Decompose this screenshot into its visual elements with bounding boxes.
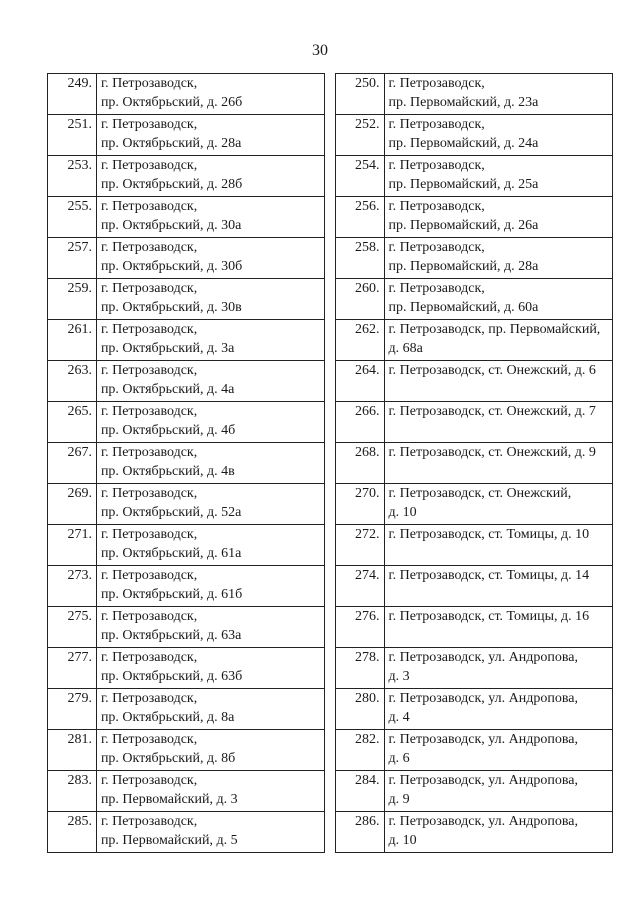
entry-address [96,730,324,771]
address-line-2: пр. Октябрьский, д. 63б [100,669,243,684]
address-line-1: г. Петрозаводск, [100,158,198,173]
address-line-2: д. 6 [388,751,410,766]
entry-address [384,74,613,115]
entry-number: 277. [48,648,97,689]
address-line-1: г. Петрозаводск, ул. Андропова, [388,650,578,665]
entry-address [96,566,324,607]
entry-number: 280. [335,689,384,730]
address-line-1: г. Петрозаводск, [100,486,198,501]
address-line-2: пр. Октябрьский, д. 4а [100,382,235,397]
address-line-2: пр. Первомайский, д. 25а [388,177,539,192]
address-line-1: г. Петрозаводск, [388,281,485,296]
entry-number: 257. [48,238,97,279]
table-row [48,443,613,484]
entry-number: 266. [335,402,384,443]
address-line-1: г. Петрозаводск, [100,199,198,214]
table-row [48,566,613,607]
entry-address [384,771,613,812]
address-line-2: д. 9 [388,792,410,807]
column-gap [325,402,335,443]
column-gap [325,238,335,279]
address-line-1: г. Петрозаводск, [388,117,485,132]
table-row [48,812,613,853]
address-line-2: пр. Первомайский, д. 3 [100,792,238,807]
entry-number: 283. [48,771,97,812]
entry-number: 250. [335,74,384,115]
address-line-1: г. Петрозаводск, ст. Онежский, д. 9 [388,445,596,460]
entry-address [96,525,324,566]
entry-address [96,484,324,525]
address-line-1: г. Петрозаводск, [100,445,198,460]
entry-address [96,156,324,197]
entry-number: 251. [48,115,97,156]
address-line-2: пр. Первомайский, д. 28а [388,259,539,274]
entry-address [96,443,324,484]
table-row [48,689,613,730]
column-gap [325,361,335,402]
address-line-2: пр. Первомайский, д. 26а [388,218,539,233]
table-row [48,361,613,402]
address-line-1: г. Петрозаводск, [100,691,198,706]
entry-address [384,607,613,648]
address-line-2: пр. Первомайский, д. 24а [388,136,539,151]
column-gap [325,279,335,320]
address-line-1: г. Петрозаводск, [100,732,198,747]
entry-address [96,648,324,689]
table-row [48,115,613,156]
entry-number: 271. [48,525,97,566]
address-table-body [48,74,613,853]
entry-number: 284. [335,771,384,812]
column-gap [325,115,335,156]
entry-number: 281. [48,730,97,771]
entry-address [96,320,324,361]
address-line-1: г. Петрозаводск, [100,404,198,419]
entry-number: 273. [48,566,97,607]
address-line-1: г. Петрозаводск, [100,568,198,583]
address-line-1: г. Петрозаводск, [388,240,485,255]
column-gap [325,689,335,730]
entry-address [384,566,613,607]
entry-number: 272. [335,525,384,566]
address-line-2: д. 3 [388,669,410,684]
entry-address [384,484,613,525]
address-line-2: пр. Первомайский, д. 60а [388,300,539,315]
address-line-1: г. Петрозаводск, [388,199,485,214]
address-line-1: г. Петрозаводск, [100,814,198,829]
entry-address [384,115,613,156]
address-line-1: г. Петрозаводск, пр. Первомайский, [388,322,601,337]
entry-address [96,402,324,443]
column-gap [325,443,335,484]
entry-number: 267. [48,443,97,484]
address-line-2: пр. Октябрьский, д. 3а [100,341,235,356]
entry-address [384,402,613,443]
address-line-1: г. Петрозаводск, ст. Онежский, [388,486,572,501]
address-line-2: пр. Октябрьский, д. 30б [100,259,243,274]
address-line-1: г. Петрозаводск, [100,527,198,542]
entry-address [96,197,324,238]
entry-number: 268. [335,443,384,484]
entry-number: 282. [335,730,384,771]
entry-address [384,156,613,197]
address-line-1: г. Петрозаводск, [100,363,198,378]
address-line-2: д. 10 [388,505,417,520]
address-line-2: д. 68а [388,341,423,356]
address-line-2: пр. Первомайский, д. 5 [100,833,238,848]
table-row [48,197,613,238]
entry-number: 278. [335,648,384,689]
address-line-2: д. 10 [388,833,417,848]
address-line-1: г. Петрозаводск, [100,76,198,91]
entry-number: 274. [335,566,384,607]
entry-address [96,361,324,402]
entry-address [96,238,324,279]
address-line-1: г. Петрозаводск, ст. Томицы, д. 16 [388,609,590,624]
entry-address [384,689,613,730]
entry-address [384,197,613,238]
address-table [47,73,613,853]
entry-number: 253. [48,156,97,197]
table-row [48,730,613,771]
address-line-2: пр. Октябрьский, д. 61а [100,546,242,561]
address-line-1: г. Петрозаводск, ст. Томицы, д. 10 [388,527,590,542]
address-line-1: г. Петрозаводск, [100,322,198,337]
entry-number: 256. [335,197,384,238]
table-row [48,156,613,197]
column-gap [325,566,335,607]
entry-number: 261. [48,320,97,361]
address-line-1: г. Петрозаводск, [100,650,198,665]
entry-number: 260. [335,279,384,320]
table-row [48,607,613,648]
address-line-1: г. Петрозаводск, ст. Онежский, д. 6 [388,363,596,378]
column-gap [325,771,335,812]
address-line-2: д. 4 [388,710,410,725]
column-gap [325,525,335,566]
address-line-1: г. Петрозаводск, [100,240,198,255]
address-line-2: пр. Октябрьский, д. 63а [100,628,242,643]
entry-number: 254. [335,156,384,197]
address-line-2: пр. Октябрьский, д. 4в [100,464,235,479]
table-row [48,320,613,361]
column-gap [325,648,335,689]
entry-number: 263. [48,361,97,402]
address-line-1: г. Петрозаводск, ул. Андропова, [388,691,578,706]
entry-address [96,689,324,730]
address-line-1: г. Петрозаводск, [388,76,485,91]
entry-address [384,525,613,566]
column-gap [325,156,335,197]
table-row [48,648,613,689]
page-number: 30 [312,42,328,59]
address-line-2: пр. Октябрьский, д. 30а [100,218,242,233]
entry-address [96,74,324,115]
address-line-1: г. Петрозаводск, [388,158,485,173]
entry-address [384,443,613,484]
table-row [48,279,613,320]
address-line-1: г. Петрозаводск, [100,281,198,296]
table-row [48,525,613,566]
entry-address [384,812,613,853]
entry-address [384,730,613,771]
address-line-1: г. Петрозаводск, ст. Онежский, д. 7 [388,404,596,419]
entry-number: 276. [335,607,384,648]
table-row [48,74,613,115]
column-gap [325,484,335,525]
address-line-1: г. Петрозаводск, [100,609,198,624]
entry-number: 279. [48,689,97,730]
entry-address [96,812,324,853]
address-line-2: пр. Октябрьский, д. 8б [100,751,236,766]
entry-number: 255. [48,197,97,238]
entry-address [384,361,613,402]
address-line-2: пр. Октябрьский, д. 52а [100,505,242,520]
entry-address [384,648,613,689]
entry-address [96,607,324,648]
entry-number: 285. [48,812,97,853]
entry-number: 275. [48,607,97,648]
address-line-2: пр. Октябрьский, д. 4б [100,423,236,438]
entry-number: 259. [48,279,97,320]
entry-address [384,238,613,279]
entry-address [384,279,613,320]
table-row [48,402,613,443]
entry-number: 269. [48,484,97,525]
entry-number: 286. [335,812,384,853]
address-line-2: пр. Октябрьский, д. 61б [100,587,243,602]
entry-number: 270. [335,484,384,525]
address-line-2: пр. Октябрьский, д. 28б [100,177,243,192]
entry-address [96,279,324,320]
table-row [48,484,613,525]
column-gap [325,730,335,771]
address-line-2: пр. Октябрьский, д. 28а [100,136,242,151]
entry-number: 258. [335,238,384,279]
entry-number: 265. [48,402,97,443]
entry-number: 262. [335,320,384,361]
table-row [48,238,613,279]
address-line-1: г. Петрозаводск, ул. Андропова, [388,773,578,788]
entry-number: 249. [48,74,97,115]
column-gap [325,812,335,853]
address-line-1: г. Петрозаводск, ул. Андропова, [388,814,578,829]
address-line-1: г. Петрозаводск, ст. Томицы, д. 14 [388,568,590,583]
address-line-2: пр. Октябрьский, д. 30в [100,300,242,315]
entry-address [96,115,324,156]
entry-number: 264. [335,361,384,402]
entry-address [96,771,324,812]
entry-number: 252. [335,115,384,156]
address-line-2: пр. Первомайский, д. 23а [388,95,539,110]
column-gap [325,320,335,361]
address-line-2: пр. Октябрьский, д. 8а [100,710,235,725]
address-line-2: пр. Октябрьский, д. 26б [100,95,243,110]
column-gap [325,607,335,648]
column-gap [325,197,335,238]
table-row [48,771,613,812]
address-line-1: г. Петрозаводск, ул. Андропова, [388,732,578,747]
address-line-1: г. Петрозаводск, [100,117,198,132]
address-line-1: г. Петрозаводск, [100,773,198,788]
column-gap [325,74,335,115]
entry-address [384,320,613,361]
